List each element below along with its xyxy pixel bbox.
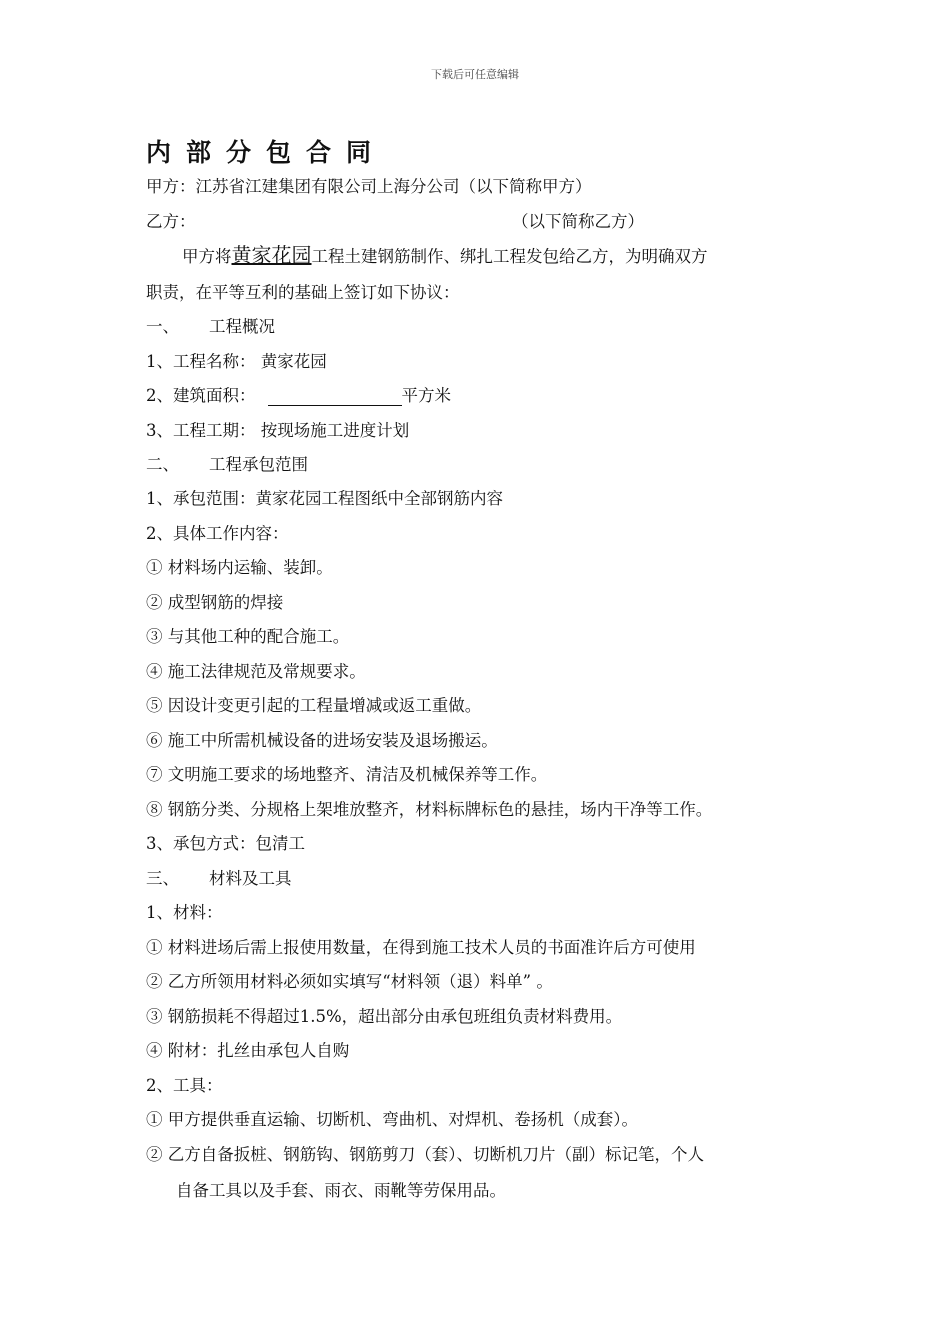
- material-item: ① 材料进场后需上报使用数量，在得到施工技术人员的书面准许后方可使用: [146, 938, 696, 957]
- section-3-title: 材料及工具: [209, 869, 292, 888]
- work-item: ⑥ 施工中所需机械设备的进场安装及退场搬运。: [146, 731, 498, 750]
- section-1-number: 一、: [146, 317, 179, 336]
- intro-line-1: [182, 245, 708, 267]
- header-note: 下载后可任意编辑: [431, 68, 519, 81]
- intro-project-name: 黄家花园: [231, 243, 312, 267]
- work-item: ⑤ 因设计变更引起的工程量增减或返工重做。: [146, 696, 482, 715]
- section-2-title: 工程承包范围: [209, 455, 308, 474]
- building-area-label: 2、建筑面积：: [146, 386, 256, 405]
- party-b-suffix: （以下简称乙方）: [512, 212, 644, 231]
- intro-line-2: 职责，在平等互利的基础上签订如下协议：: [146, 283, 460, 302]
- page-title: 内部分包合同: [146, 138, 387, 167]
- materials-label: 1、材料：: [146, 903, 223, 922]
- work-item: ④ 施工法律规范及常规要求。: [146, 662, 366, 681]
- building-area-line: [146, 386, 451, 406]
- work-item: ⑧ 钢筋分类、分规格上架堆放整齐，材料标牌标色的悬挂，场内干净等工作。: [146, 800, 713, 819]
- tools-label: 2、工具：: [146, 1076, 223, 1095]
- party-a-line: 甲方：江苏省江建集团有限公司上海分公司（以下简称甲方）: [146, 177, 592, 196]
- building-area-blank: [268, 389, 402, 406]
- intro-post: 工程土建钢筋制作、绑扎工程发包给乙方，为明确双方: [311, 247, 708, 266]
- material-item: ② 乙方所领用材料必须如实填写“材料领（退）料单” 。: [146, 972, 553, 991]
- project-period-line: 3、工程工期： 按现场施工进度计划: [146, 421, 410, 440]
- tool-item: ② 乙方自备扳桩、钢筋钩、钢筋剪刀（套）、切断机刀片（副）标记笔，个人: [146, 1145, 704, 1164]
- section-3-heading: [146, 869, 292, 889]
- project-name-line: 1、工程名称： 黄家花园: [146, 352, 327, 371]
- section-3-number: 三、: [146, 869, 179, 888]
- contract-method-line: 3、承包方式：包清工: [146, 834, 305, 853]
- section-1-title: 工程概况: [209, 317, 275, 336]
- work-item: ③ 与其他工种的配合施工。: [146, 627, 350, 646]
- section-2-number: 二、: [146, 455, 179, 474]
- material-item: ④ 附材：扎丝由承包人自购: [146, 1041, 350, 1060]
- intro-pre: 甲方将: [182, 247, 232, 266]
- building-area-unit: 平方米: [401, 386, 451, 405]
- party-b-line: [146, 212, 196, 232]
- section-1-heading: [146, 317, 275, 337]
- work-content-label: 2、具体工作内容：: [146, 524, 289, 543]
- work-item: ② 成型钢筋的焊接: [146, 593, 284, 612]
- tool-item-continuation: 自备工具以及手套、雨衣、雨靴等劳保用品。: [176, 1181, 506, 1200]
- section-2-heading: [146, 455, 308, 475]
- party-b-label: 乙方：: [146, 212, 196, 231]
- work-item: ① 材料场内运输、装卸。: [146, 558, 333, 577]
- material-item: ③ 钢筋损耗不得超过1.5%，超出部分由承包班组负责材料费用。: [146, 1007, 623, 1026]
- work-item: ⑦ 文明施工要求的场地整齐、清洁及机械保养等工作。: [146, 765, 548, 784]
- tool-item: ① 甲方提供垂直运输、切断机、弯曲机、对焊机、卷扬机（成套）。: [146, 1110, 638, 1129]
- scope-line: 1、承包范围：黄家花园工程图纸中全部钢筋内容: [146, 489, 503, 508]
